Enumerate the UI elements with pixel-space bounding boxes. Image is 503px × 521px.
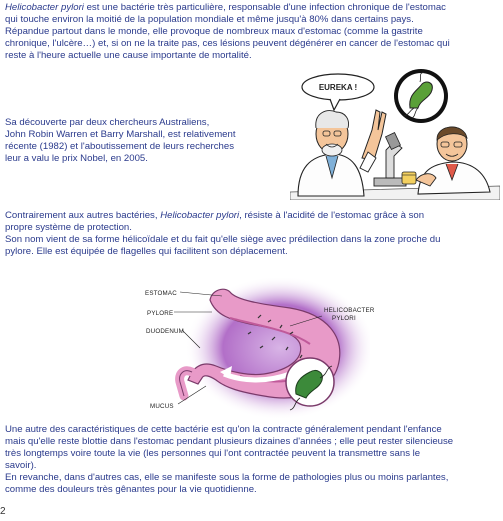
speech-bubble-text: EUREKA ! <box>318 83 358 92</box>
label-mucus: MUCUS <box>150 403 174 410</box>
label-duodenum: DUODENUM <box>146 328 185 335</box>
label-pylore: PYLORE <box>147 310 174 317</box>
label-helicobacter: HELICOBACTER PYLORI <box>324 307 375 322</box>
species-name: Helicobacter pylori <box>5 2 84 13</box>
scientists-illustration <box>290 68 500 200</box>
label-estomac: ESTOMAC <box>145 290 177 297</box>
page-number: 2 <box>0 506 6 517</box>
